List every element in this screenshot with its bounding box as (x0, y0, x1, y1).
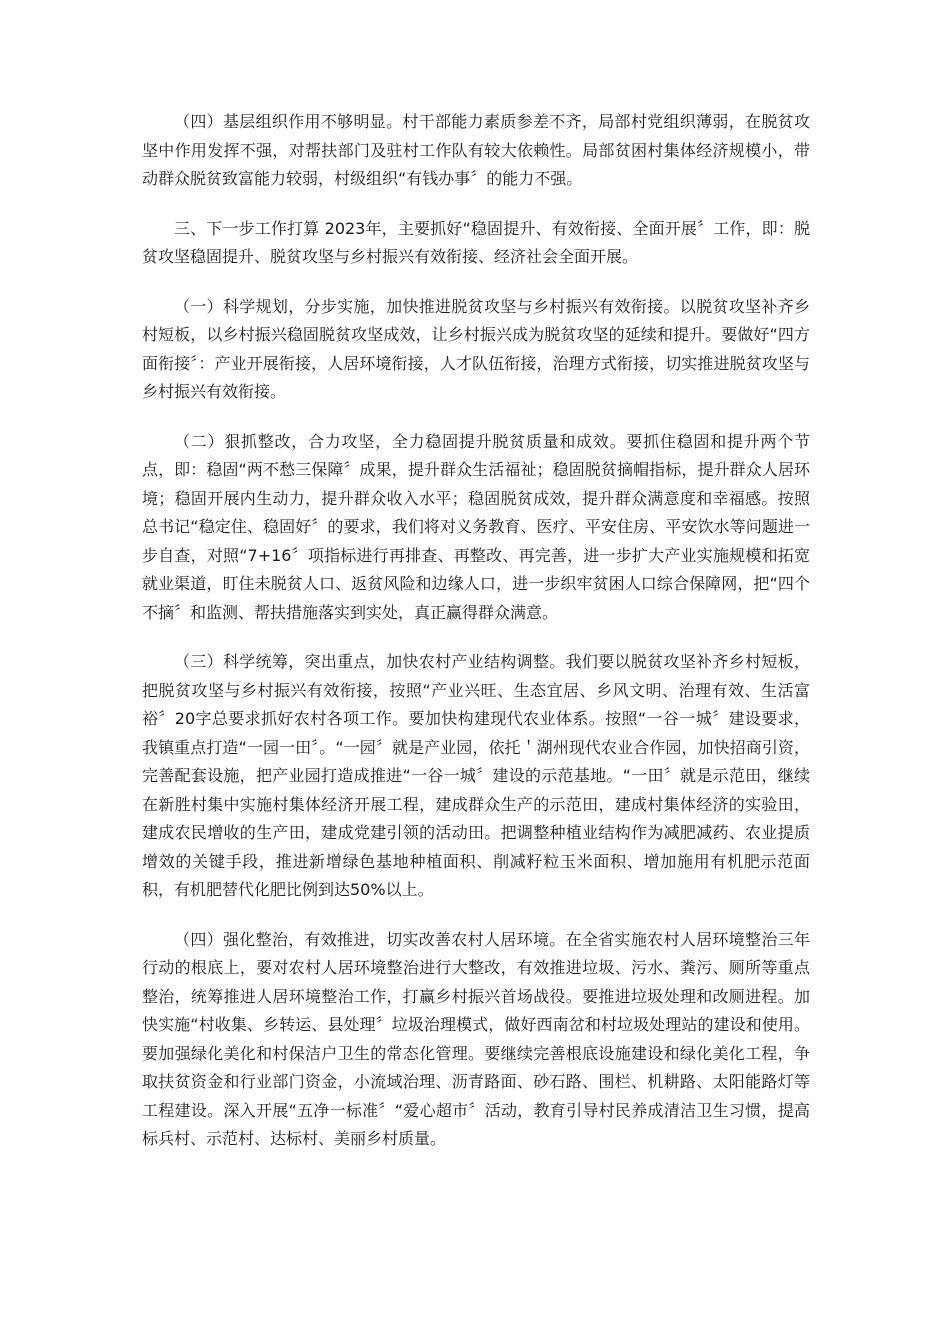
paragraph-grassroots-organization: （四）基层组织作用不够明显。村干部能力素质参差不齐，局部村党组织薄弱，在脱贫攻坚中作用发挥不强，对帮扶部门及驻村工作队有较大依赖性。局部贫困村集体经济规模小，带动群众脱贫致富能力较弱，村级组织“有钱办事〞的能力不强。 (142, 112, 810, 188)
paragraph-scientific-planning: （一）科学规划，分步实施，加快推进脱贫攻坚与乡村振兴有效衔接。以脱贫攻坚补齐乡村短板，以乡村振兴稳固脱贫攻坚成效，让乡村振兴成为脱贫攻坚的延续和提升。要做好“四方面衔接〞：产业开展衔接，人居环境衔接，人才队伍衔接，治理方式衔接，切实推进脱贫攻坚与乡村振兴有效衔接。 (142, 296, 810, 401)
document-body (142, 108, 810, 1175)
paragraph-rectification: （二）狠抓整改，合力攻坚，全力稳固提升脱贫质量和成效。要抓住稳固和提升两个节点，即：稳固“两不愁三保障〞成果，提升群众生活福祉；稳固脱贫摘帽指标，提升群众人居环境；稳固开展内生动力，提升群众收入水平；稳固脱贫成效，提升群众满意度和幸福感。按照总书记“稳定住、稳固好〞的要求，我们将对义务教育、医疗、平安住房、平安饮水等问题进一步自查，对照“7+16〞项指标进行再排查、再整改、再完善，进一步扩大产业实施规模和拓宽就业渠道，盯住未脱贫人口、返贫风险和边缘人口，进一步织牢贫困人口综合保障网，把“四个不摘〞和监测、帮扶措施落实到实处，真正赢得群众满意。 (142, 431, 810, 622)
paragraph-living-environment: （四）强化整治，有效推进，切实改善农村人居环境。在全省实施农村人居环境整治三年行动的根底上，要对农村人居环境整治进行大整改，有效推进垃圾、污水、粪污、厕所等重点整治，统筹推进人居环境整治工作，打赢乡村振兴首场战役。要推进垃圾处理和改厕进程。加快实施“村收集、乡转运、县处理〞垃圾治理模式，做好西南岔和村垃圾处理站的建设和使用。要加强绿化美化和村保洁户卫生的常态化管理。要继续完善根底设施建设和绿化美化工程，争取扶贫资金和行业部门资金，小流域治理、沥青路面、砂石路、围栏、机耕路、太阳能路灯等工程建设。深入开展“五净一标准〞“爱心超市〞活动，教育引导村民养成清洁卫生习惯，提高标兵村、示范村、达标村、美丽乡村质量。 (142, 929, 810, 1148)
paragraph-industrial-structure: （三）科学统筹，突出重点，加快农村产业结构调整。我们要以脱贫攻坚补齐乡村短板，把脱贫攻坚与乡村振兴有效衔接，按照“产业兴旺、生态宜居、乡风文明、治理有效、生活富裕〞20字总要求抓好农村各项工作。要加快构建现代农业体系。按照“一谷一城〞建设要求，我镇重点打造“一园一田〞。“一园〞就是产业园，依托＇湖州现代农业合作园，加快招商引资，完善配套设施，把产业园打造成推进“一谷一城〞建设的示范基地。“一田〞就是示范田，继续在新胜村集中实施村集体经济开展工程，建成群众生产的示范田，建成村集体经济的实验田，建成农民增收的生产田，建成党建引领的活动田。把调整种植业结构作为减肥减药、农业提质增效的关键手段，推进新增绿色基地种植面积、削减籽粒玉米面积、增加施用有机肥示范面积，有机肥替代化肥比例到达50%以上。 (142, 652, 810, 899)
paragraph-next-step-plan: 三、下一步工作打算 2023年，主要抓好“稳固提升、有效衔接、全面开展〞工作，即：脱贫攻坚稳固提升、脱贫攻坚与乡村振兴有效衔接、经济社会全面开展。 (142, 218, 810, 266)
